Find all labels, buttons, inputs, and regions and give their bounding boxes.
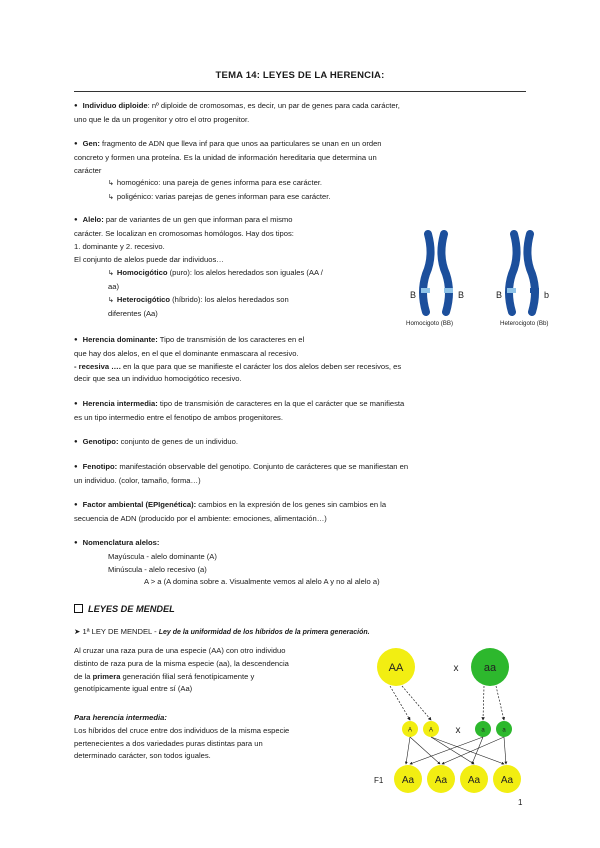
hetero-text2: diferentes (Aa) xyxy=(108,308,158,318)
gen-sub1: ↳ homogénico: una pareja de genes informa para ese carácter. xyxy=(108,177,534,191)
fenotipo-text1: manifestación observable del genotipo. Conjunto de carácteres que se manifiestan en xyxy=(117,462,409,471)
gen-text3: carácter xyxy=(74,165,102,175)
nomenclatura-line1: Mayúscula - alelo dominante (A) xyxy=(108,551,217,561)
alelo-text3: 1. dominante y 2. recesivo. xyxy=(74,241,165,251)
title-divider xyxy=(74,91,526,92)
gamete-a-1-label: a xyxy=(481,727,485,734)
cross-symbol-mid: x xyxy=(455,725,461,736)
chromosome-hetero-left xyxy=(507,234,517,312)
gamete-arrows xyxy=(390,686,504,720)
law1-text2: distinto de raza pura de la misma especie (aa), la descendencia xyxy=(74,658,289,668)
individuo-term: ● Individuo diploide xyxy=(74,101,148,110)
mendel-cross-figure xyxy=(372,640,532,800)
fertilization-lines xyxy=(406,737,506,764)
checkbox-square-icon xyxy=(74,604,83,613)
intermedia-law-text1: Los híbridos del cruce entre dos individuos de la misma especie xyxy=(74,725,290,735)
allele-label-hetero-2: b xyxy=(544,290,550,300)
recesiva-text2: decir que sea un individuo homocigótico recesivo. xyxy=(74,374,242,384)
alelo-text2: carácter. Se localizan en cromosomas homólogos. Hay dos tipos: xyxy=(74,228,294,238)
intermedia-law-text2: pertenecientes a dos variedades puras distintas para un xyxy=(74,738,263,748)
recesiva-term: - recesiva …. xyxy=(74,361,121,371)
individuo-text2: uno que le da un progenitor y otro el otro progenitor. xyxy=(74,114,250,124)
gamete-A-1-label: A xyxy=(407,727,413,734)
nomenclatura-line3: A > a (A domina sobre a. Visualmente vemos al alelo A y no al alelo a) xyxy=(144,577,380,587)
hetero-figure-label: Heterocigoto (Bb) xyxy=(500,320,549,327)
alelo-term: ● Alelo: xyxy=(74,215,104,224)
recesiva-text: en la que para que se manifieste el carácter los dos alelos deben ser recesivos, es xyxy=(120,361,402,371)
nomenclatura-line2: Minúscula - alelo recesivo (a) xyxy=(108,564,207,574)
fenotipo-text2: un individuo. (color, tamaño, forma…) xyxy=(74,475,201,485)
offspring-4-label: Aa xyxy=(500,775,514,786)
nomenclatura-term: ● Nomenclatura alelos: xyxy=(74,538,159,547)
homo-text: (puro): los alelos heredados son iguales (AA / xyxy=(167,268,323,278)
law1-name: Ley de la uniformidad de los híbridos de la primera generación. xyxy=(158,629,370,636)
alelo-paragraph xyxy=(74,214,404,320)
dominante-text1: Tipo de transmisión de los caracteres en el xyxy=(157,335,305,344)
law1-text4: genotípicamente igual entre sí (Aa) xyxy=(74,684,193,694)
page-title: TEMA 14: LEYES DE LA HERENCIA: xyxy=(215,70,385,81)
homo-term: Homocigótico xyxy=(116,268,168,278)
cross-symbol-top: x xyxy=(453,663,459,674)
chromosome-homo-right xyxy=(441,234,453,312)
f1-label: F1 xyxy=(374,776,384,785)
intermedia-law-heading: Para herencia intermedia: xyxy=(74,713,167,722)
dominante-term: ● Herencia dominante: xyxy=(74,335,158,344)
nomenclatura-paragraph xyxy=(74,537,534,589)
intermedia-law-paragraph xyxy=(74,712,364,763)
law1-paragraph xyxy=(74,645,364,696)
law1-text3c: generación filial será fenotípicamente y xyxy=(120,671,255,681)
parent2-label: aa xyxy=(483,662,497,674)
genotipo-text: conjunto de genes de un individuo. xyxy=(118,437,238,446)
homo-figure-label: Homocigoto (BB) xyxy=(406,320,454,327)
arrow-right-icon: ➤ xyxy=(74,627,83,636)
law1-line xyxy=(74,626,534,640)
hetero-text: (híbrido): los alelos heredados son xyxy=(170,294,289,304)
dominante-paragraph xyxy=(74,334,534,386)
alelo-text4: El conjunto de alelos puede dar individuos… xyxy=(74,255,224,265)
intermedia-text1: tipo de transmisión de caracteres en la que el carácter que se manifiesta xyxy=(157,399,405,408)
law1-text3b: primera xyxy=(92,671,121,681)
ambiental-text2: secuencia de ADN (producido por el ambiente: emociones, alimentación…) xyxy=(74,513,327,523)
chromosome-figure xyxy=(400,226,570,336)
gen-paragraph xyxy=(74,138,534,205)
intermedia-law-text3: determinado carácter, son todos iguales. xyxy=(74,751,211,761)
fenotipo-paragraph xyxy=(74,461,534,488)
dominante-text2: que hay dos alelos, en el que el dominante enmascara al recesivo. xyxy=(74,348,299,358)
intermedia-text2: es un tipo intermedio entre el fenotipo de ambos progenitores. xyxy=(74,412,283,422)
offspring-2-label: Aa xyxy=(434,775,448,786)
allele-label-hetero-1: B xyxy=(496,290,503,300)
law1-text1: Al cruzar una raza pura de una especie (AA) con otro individuo xyxy=(74,646,286,655)
law1-text3a: de la xyxy=(74,671,93,681)
page-number: 1 xyxy=(518,798,523,807)
gen-text2: concreto y formen una proteína. Es la unidad de información hereditaria que determina un xyxy=(74,152,377,162)
offspring-1-label: Aa xyxy=(401,775,415,786)
ambiental-text1: cambios en la expresión de los genes sin cambios en la xyxy=(196,500,387,509)
intermedia-paragraph xyxy=(74,398,534,425)
gen-term: ● Gen: xyxy=(74,139,100,148)
individuo-paragraph xyxy=(74,100,534,127)
mendel-heading-text: LEYES DE MENDEL xyxy=(88,604,175,614)
individuo-text: : nº diploide de cromosomas, es decir, un par de genes para cada carácter, xyxy=(147,101,400,110)
fenotipo-term: ● Fenotipo: xyxy=(74,462,117,471)
homo-text2: aa) xyxy=(108,281,119,291)
intermedia-term: ● Herencia intermedia: xyxy=(74,399,158,408)
allele-label-homo-2: B xyxy=(458,290,465,300)
gen-sub2: ↳ poligénico: varias parejas de genes informan para ese carácter. xyxy=(108,191,534,205)
gamete-a-2-label: a xyxy=(502,727,506,734)
genotipo-term: ● Genotipo: xyxy=(74,437,118,446)
mendel-heading xyxy=(74,604,175,614)
alelo-text1: par de variantes de un gen que informan para el mismo xyxy=(103,215,293,224)
allele-label-homo-1: B xyxy=(410,290,417,300)
gamete-A-2-label: A xyxy=(428,727,434,734)
gen-text1: fragmento de ADN que lleva inf para que unos aa particulares se unan en un orden xyxy=(99,139,382,148)
parent1-label: AA xyxy=(388,662,404,674)
chromosome-homo-left xyxy=(421,234,431,312)
ambiental-paragraph xyxy=(74,499,534,526)
hetero-term: Heterocigótico xyxy=(116,294,171,304)
genotipo-paragraph xyxy=(74,436,534,450)
chromosome-hetero-right xyxy=(527,234,539,312)
ambiental-term: ● Factor ambiental (EPIgenética): xyxy=(74,500,196,509)
law1-prefix: 1ª LEY DE MENDEL - xyxy=(82,627,159,636)
offspring-3-label: Aa xyxy=(467,775,481,786)
